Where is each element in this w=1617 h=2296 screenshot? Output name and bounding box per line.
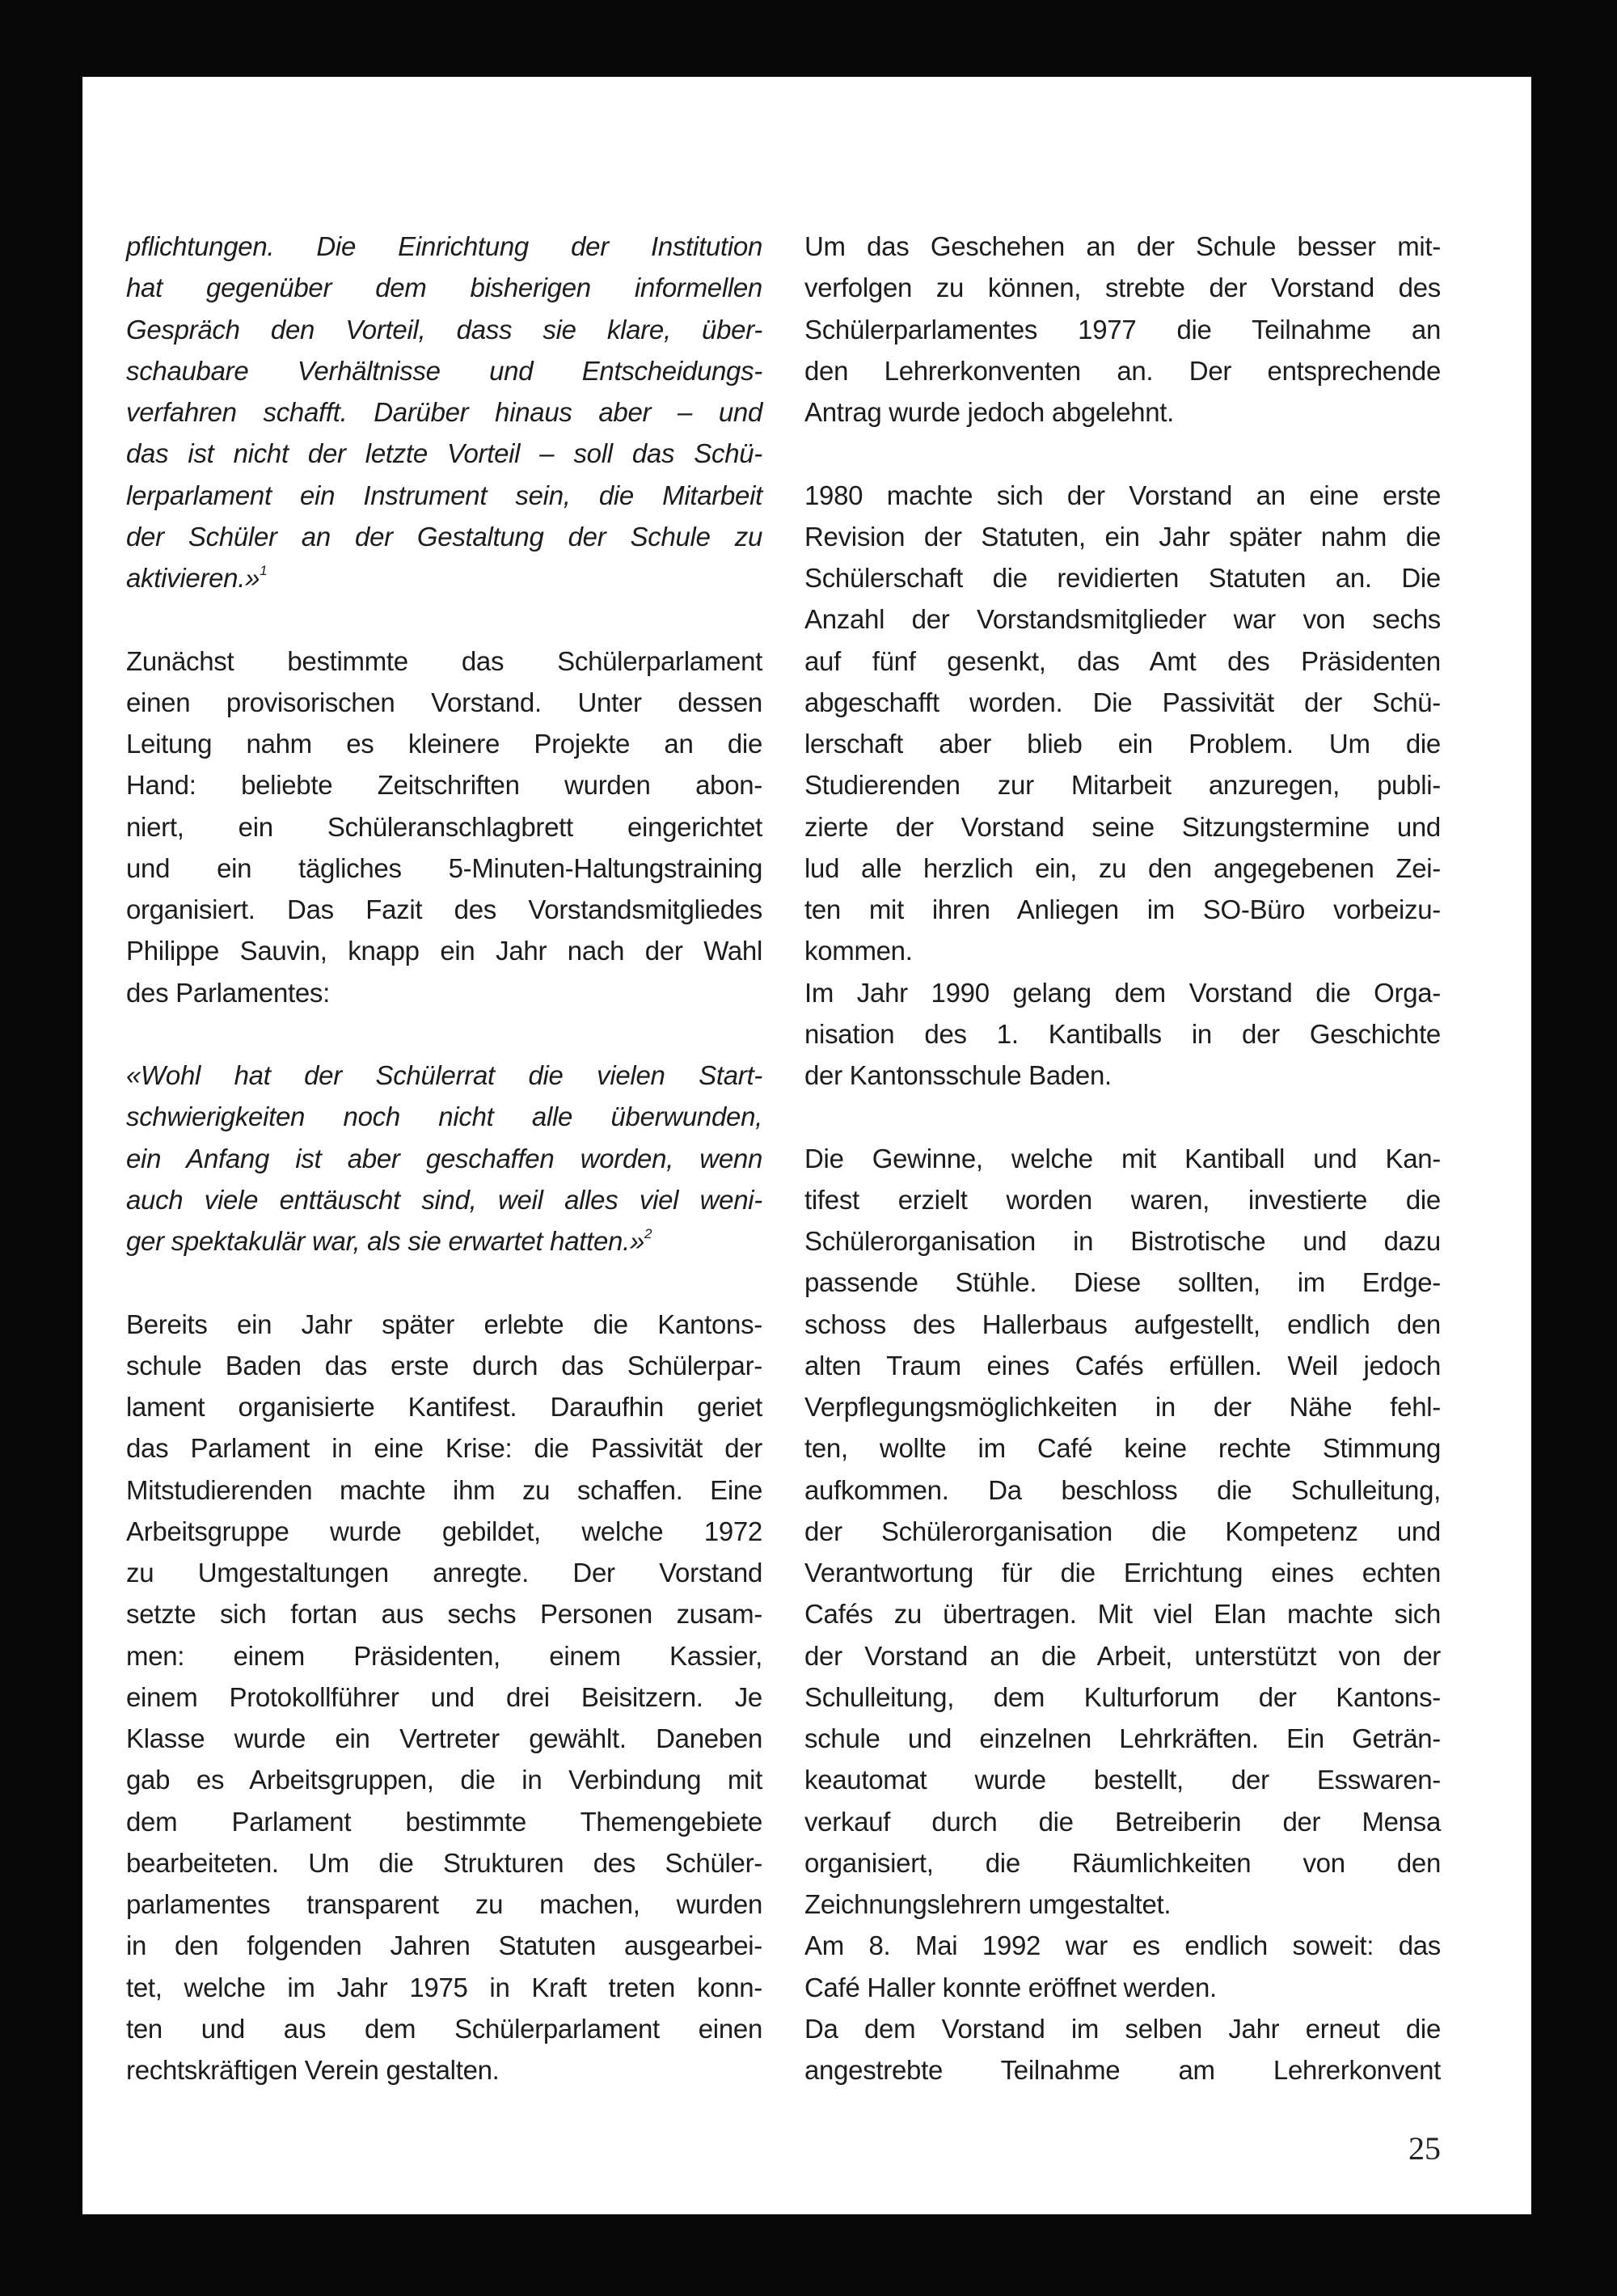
text-line [126,1972,762,2013]
text-line [804,521,1441,562]
text-line [126,1847,762,1888]
text-line [126,728,762,769]
text-line-content: aktivieren.» [126,563,260,593]
text-line [126,2054,762,2095]
text-line [804,894,1441,935]
text-line [804,1806,1441,1847]
text-line-content: des Parlamentes: [126,977,330,1008]
text-line-content: angestrebte Teilnahme am Lehrerkonvent [804,2055,1441,2085]
text-line-content: auch viele enttäuscht sind, weil alles viel weni- [126,1184,762,1215]
text-line [126,1309,762,1350]
text-line-content: lerparlament ein Instrument sein, die Mitarbeit [126,480,762,510]
text-line-content: einem Protokollführer und drei Beisitzern. Je [126,1681,762,1712]
text-line [804,935,1441,976]
text-line [126,230,762,272]
text-line-content: Schülerschaft die revidierten Statuten an. Die [804,563,1441,593]
text-line-content: schaubare Verhältnisse und Entscheidungs- [126,355,762,386]
text-line [126,355,762,396]
text-line [804,1059,1441,1101]
text-line [804,687,1441,728]
text-line-content: men: einem Präsidenten, einem Kassier, [126,1640,762,1671]
text-line [804,1930,1441,1971]
text-line [804,1143,1441,1184]
text-line-content: Anzahl der Vorstandsmitglieder war von sechs [804,604,1441,635]
text-line [126,687,762,728]
text-line [804,1184,1441,1225]
text-line-content: ten, wollte im Café keine rechte Stimmung [804,1433,1441,1464]
text-line-content: rechtskräftigen Verein gestalten. [126,2055,500,2085]
text-line [126,480,762,521]
text-line [126,811,762,852]
text-line-content: aufkommen. Da beschloss die Schulleitung, [804,1474,1441,1505]
text-line-content: Klasse wurde ein Vertreter gewählt. Daneben [126,1723,762,1753]
text-line-content: Bereits ein Jahr später erlebte die Kantons- [126,1309,762,1339]
text-line [126,1764,762,1805]
text-line-content: ten und aus dem Schülerparlament einen [126,2013,762,2044]
text-line [126,1516,762,1557]
text-line [804,1972,1441,2013]
text-line-content: Leitung nahm es kleinere Projekte an die [126,729,762,759]
text-line [126,272,762,313]
text-line-content: Die Gewinne, welche mit Kantiball und Kan- [804,1143,1441,1173]
text-line [804,314,1441,355]
text-line-content: hat gegenüber dem bisherigen informellen [126,273,762,303]
text-line [804,1888,1441,1930]
text-line-content: Da dem Vorstand im selben Jahr erneut die [804,2013,1441,2044]
text-line-content: und ein tägliches 5-Minuten-Haltungstraining [126,852,762,883]
text-line-content: 1980 machte sich der Vorstand an eine erste [804,480,1441,510]
text-line-content: Schulleitung, dem Kulturforum der Kantons- [804,1681,1441,1712]
text-line-content: Gespräch den Vorteil, dass sie klare, über- [126,314,762,345]
text-line-content: nisation des 1. Kantiballs in der Geschichte [804,1018,1441,1049]
text-line [126,521,762,562]
text-line-content: Verantwortung für die Errichtung eines echten [804,1558,1441,1588]
text-line-content: Hand: beliebte Zeitschriften wurden abon- [126,770,762,801]
text-line [126,314,762,355]
text-line [804,1557,1441,1598]
text-line-content: Verpflegungsmöglichkeiten in der Nähe fehl- [804,1392,1441,1422]
text-line [126,1681,762,1723]
text-line [126,894,762,935]
text-line-content: schoss des Hallerbaus aufgestellt, endlich den [804,1309,1441,1339]
text-line-content: der Vorstand an die Arbeit, unterstützt von der [804,1640,1441,1671]
text-line-content: Im Jahr 1990 gelang dem Vorstand die Orga- [804,977,1441,1008]
text-line [126,1598,762,1639]
text-line-content: der Schülerorganisation die Kompetenz und [804,1516,1441,1546]
text-line-content: schwierigkeiten noch nicht alle überwunden, [126,1101,762,1132]
text-line-content: Am 8. Mai 1992 war es endlich soweit: das [804,1930,1441,1961]
text-line-content: abgeschafft worden. Die Passivität der Schü- [804,687,1441,717]
text-line-content: Schülerparlamentes 1977 die Teilnahme an [804,314,1441,345]
text-line [804,1432,1441,1474]
text-line [126,1930,762,1971]
text-line-content: Mitstudierenden machte ihm zu schaffen. Eine [126,1474,762,1505]
text-line-content: bearbeiteten. Um die Strukturen des Schüler- [126,1847,762,1878]
text-line [126,1391,762,1432]
text-line-content: zu Umgestaltungen anregte. Der Vorstand [126,1558,762,1588]
book-page [82,77,1531,2214]
text-line [804,230,1441,272]
text-line-content: passende Stühle. Diese sollten, im Erdge- [804,1267,1441,1298]
text-line [804,562,1441,603]
text-line [126,562,762,603]
text-line [126,1806,762,1847]
text-line-content: lerschaft aber blieb ein Problem. Um die [804,729,1441,759]
text-line-content: organisiert. Das Fazit des Vorstandsmitgliedes [126,894,762,924]
text-line [126,2013,762,2054]
footnote-marker[interactable]: 1 [260,563,268,578]
text-line-content: niert, ein Schüleranschlagbrett eingerichtet [126,811,762,842]
text-line-content: tifest erzielt worden waren, investierte die [804,1184,1441,1215]
text-line-content: Um das Geschehen an der Schule besser mit- [804,231,1441,261]
text-line-content: gab es Arbeitsgruppen, die in Verbindung mit [126,1765,762,1795]
text-line [126,1723,762,1764]
text-line-content: kommen. [804,936,913,966]
text-line [804,1474,1441,1516]
text-line-content: ten mit ihren Anliegen im SO-Büro vorbeizu- [804,894,1441,924]
text-line-content: Zeichnungslehrern umgestaltet. [804,1889,1172,1919]
text-line-content: schule und einzelnen Lehrkräften. Ein Geträn- [804,1723,1441,1753]
text-line [804,852,1441,894]
text-line-content: pflichtungen. Die Einrichtung der Institution [126,231,762,261]
text-line [126,1474,762,1516]
text-line [804,1309,1441,1350]
text-line [804,1516,1441,1557]
text-line-content: organisiert, die Räumlichkeiten von den [804,1847,1441,1878]
text-line [804,769,1441,810]
text-line [804,2013,1441,2054]
text-line [804,1764,1441,1805]
text-line-content: das ist nicht der letzte Vorteil – soll das Schü- [126,438,762,469]
text-line [804,1681,1441,1723]
text-line [804,1350,1441,1391]
text-line [126,645,762,687]
text-line-content: verfahren schafft. Darüber hinaus aber – und [126,397,762,427]
text-line-content: «Wohl hat der Schülerrat die vielen Start- [126,1060,762,1090]
footnote-marker[interactable]: 2 [644,1226,652,1241]
text-line-content: parlamentes transparent zu machen, wurden [126,1889,762,1919]
text-line-content: das Parlament in eine Krise: die Passivität der [126,1433,762,1464]
text-line-content: Antrag wurde jedoch abgelehnt. [804,397,1174,427]
text-line [126,852,762,894]
text-line [804,1847,1441,1888]
text-line [804,645,1441,687]
text-line-content: setzte sich fortan aus sechs Personen zusam- [126,1599,762,1630]
text-line-content: den Lehrerkonventen an. Der entsprechende [804,355,1441,386]
text-line-content: Schülerorganisation in Bistrotische und dazu [804,1226,1441,1256]
text-line-content: lament organisierte Kantifest. Daraufhin geriet [126,1392,762,1422]
text-line [804,1266,1441,1308]
text-line [804,1723,1441,1764]
text-line-content: einen provisorischen Vorstand. Unter dessen [126,687,762,717]
text-line [804,480,1441,521]
text-line-content: ger spektakulär war, als sie erwartet hatten.» [126,1226,645,1256]
text-line-content: Arbeitsgruppe wurde gebildet, welche 1972 [126,1516,762,1546]
text-line [804,603,1441,645]
text-line-content: dem Parlament bestimmte Themengebiete [126,1806,762,1837]
text-line [126,1888,762,1930]
text-line [804,272,1441,313]
text-line-content: lud alle herzlich ein, zu den angegebenen Zei- [804,852,1441,883]
text-line [804,977,1441,1018]
text-line-content: Cafés zu übertragen. Mit viel Elan machte sich [804,1599,1441,1630]
text-line [126,1184,762,1225]
text-line [126,1350,762,1391]
text-line-content: Philippe Sauvin, knapp ein Jahr nach der Wahl [126,936,762,966]
text-line-content: auf fünf gesenkt, das Amt des Präsidenten [804,645,1441,676]
text-line [126,1640,762,1681]
text-line [126,1432,762,1474]
text-line-content: tet, welche im Jahr 1975 in Kraft treten konn- [126,1972,762,2002]
text-line [126,396,762,438]
text-line [804,1018,1441,1059]
text-line [126,1225,762,1266]
text-line [804,728,1441,769]
text-line [126,1557,762,1598]
text-line [804,1225,1441,1266]
text-line [126,769,762,810]
text-line-content: Zunächst bestimmte das Schülerparlament [126,645,762,676]
text-line-content: Café Haller konnte eröffnet werden. [804,1972,1217,2002]
text-line [126,1101,762,1142]
text-line-content: keautomat wurde bestellt, der Esswaren- [804,1765,1441,1795]
text-line-content: Revision der Statuten, ein Jahr später nahm die [804,521,1441,552]
text-line [126,935,762,976]
text-line [126,438,762,479]
text-line-content: alten Traum eines Cafés erfüllen. Weil jedoch [804,1350,1441,1381]
page-number: 25 [1408,2130,1441,2167]
text-line-content: in den folgenden Jahren Statuten ausgearbei- [126,1930,762,1961]
text-line [804,1598,1441,1639]
text-line [804,2054,1441,2095]
text-line [804,355,1441,396]
text-line-content: schule Baden das erste durch das Schülerpar- [126,1350,762,1381]
text-line-content: ein Anfang ist aber geschaffen worden, wenn [126,1143,762,1173]
text-line-content: verkauf durch die Betreiberin der Mensa [804,1806,1441,1837]
text-line [126,1143,762,1184]
text-line [126,977,762,1018]
text-line [804,1640,1441,1681]
text-line-content: verfolgen zu können, strebte der Vorstand des [804,273,1441,303]
text-line [804,396,1441,438]
text-line [804,811,1441,852]
text-line-content: zierte der Vorstand seine Sitzungstermine und [804,811,1441,842]
text-line-content: der Schüler an der Gestaltung der Schule zu [126,521,762,552]
text-line-content: der Kantonsschule Baden. [804,1060,1112,1090]
text-line [126,1059,762,1101]
text-line-content: Studierenden zur Mitarbeit anzuregen, publi- [804,770,1441,801]
text-line [804,1391,1441,1432]
